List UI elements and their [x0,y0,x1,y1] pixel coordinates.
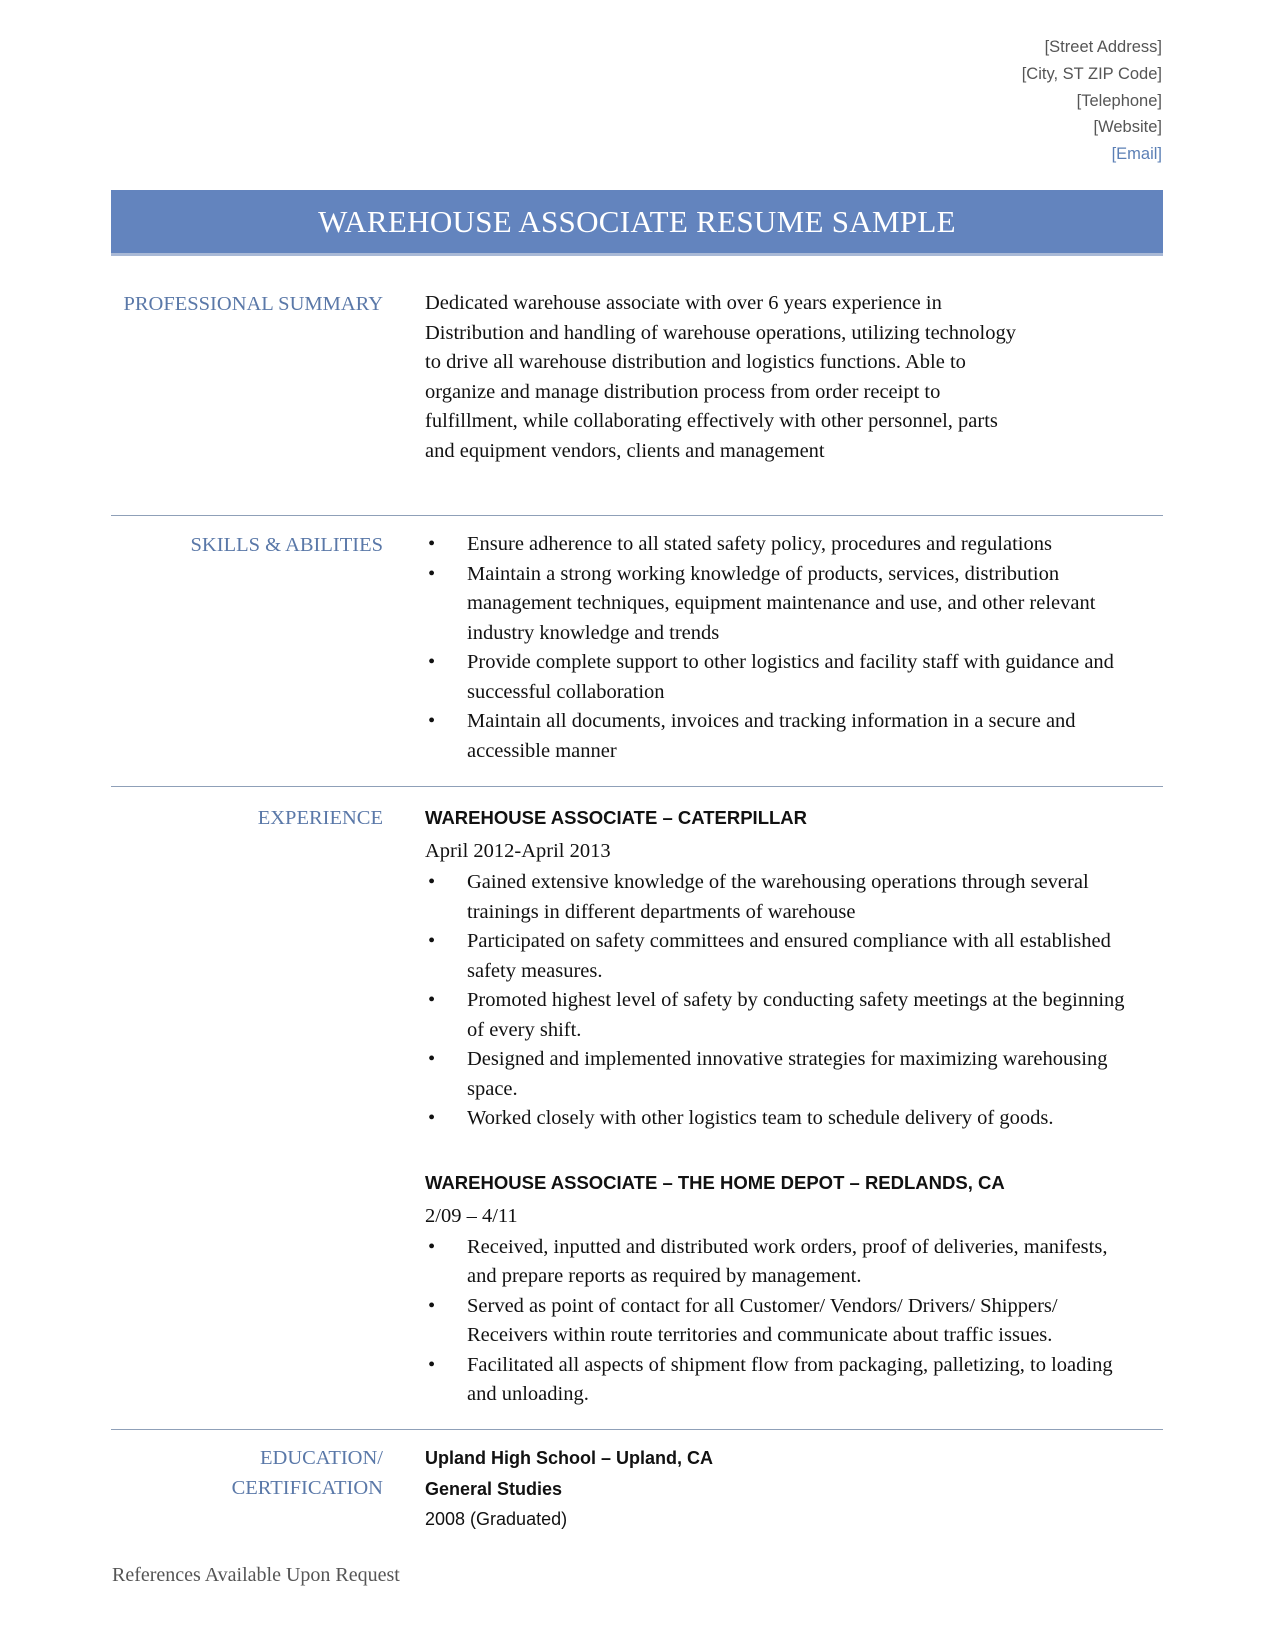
list-item: • Served as point of contact for all Customer/ Vendors/ Drivers/ Shippers/ Receivers within route territories and communicate about traffic issues. [425,1292,1137,1351]
list-item: • Promoted highest level of safety by conducting safety meetings at the beginning of every shift. [425,986,1137,1045]
divider [111,1429,1163,1430]
summary-text: Dedicated warehouse associate with over 6 years experience in Distribution and handling of warehouse operations, utilizing technology to drive all warehouse distribution and logistics functions. Able to organize and manage distribution process from order receipt to fulfillment, while collaborating effectively with other personnel, parts and equipment vendors, clients and management [425,292,1016,462]
list-item: • Received, inputted and distributed work orders, proof of deliveries, manifests, and prepare reports as required by management. [425,1233,1137,1292]
job-bullets [425,868,1137,1134]
list-item: • Facilitated all aspects of shipment flow from packaging, palletizing, to loading and unloading. [425,1351,1137,1410]
job-entry [425,1168,1137,1410]
program: General Studies [425,1478,563,1499]
education-label [232,1443,383,1503]
list-item: • Gained extensive knowledge of the warehousing operations through several trainings in different departments of warehouse [425,868,1137,927]
job-entry [425,803,1137,1134]
experience-label: EXPERIENCE [257,807,383,829]
job-dates: April 2012-April 2013 [425,840,611,862]
skills-label: SKILLS & ABILITIES [190,534,383,556]
telephone: [Telephone] [1076,91,1162,110]
list-item: • Worked closely with other logistics team to schedule delivery of goods. [425,1104,1137,1134]
list-item: • Maintain all documents, invoices and tracking information in a secure and accessible manner [425,707,1135,766]
street-address: [Street Address] [1044,38,1162,56]
list-item: • Maintain a strong working knowledge of products, services, distribution management techniques, equipment maintenance and use, and other relevant industry knowledge and trends [425,560,1135,649]
references-note: References Available Upon Request [112,1564,400,1586]
education-label-line: CERTIFICATION [231,1477,383,1499]
school: Upland High School – Upland, CA [425,1448,713,1468]
job-bullets [425,1233,1137,1410]
education-label-line: EDUCATION/ [260,1447,383,1469]
city-state-zip: [City, ST ZIP Code] [1021,64,1162,83]
skills-list [425,530,1135,766]
title-banner [111,190,1163,256]
list-item: • Designed and implemented innovative strategies for maximizing warehousing space. [425,1045,1137,1104]
graduation-year: 2008 (Graduated) [425,1509,568,1529]
list-item: • Ensure adherence to all stated safety policy, procedures and regulations [425,530,1135,560]
job-title: WAREHOUSE ASSOCIATE – CATERPILLAR [425,807,808,828]
list-item: • Participated on safety committees and ensured compliance with all established safety measures. [425,927,1137,986]
email[interactable]: [Email] [1111,145,1162,164]
divider [111,515,1163,516]
website: [Website] [1093,118,1162,137]
divider [111,786,1163,787]
contact-block [1022,34,1162,168]
list-item: • Provide complete support to other logistics and facility staff with guidance and successful collaboration [425,648,1135,707]
resume-title: WAREHOUSE ASSOCIATE RESUME SAMPLE [318,203,956,239]
summary-label: PROFESSIONAL SUMMARY [123,293,383,315]
job-dates: 2/09 – 4/11 [425,1204,518,1227]
job-title: WAREHOUSE ASSOCIATE – THE HOME DEPOT – REDLANDS, CA [425,1171,1005,1193]
